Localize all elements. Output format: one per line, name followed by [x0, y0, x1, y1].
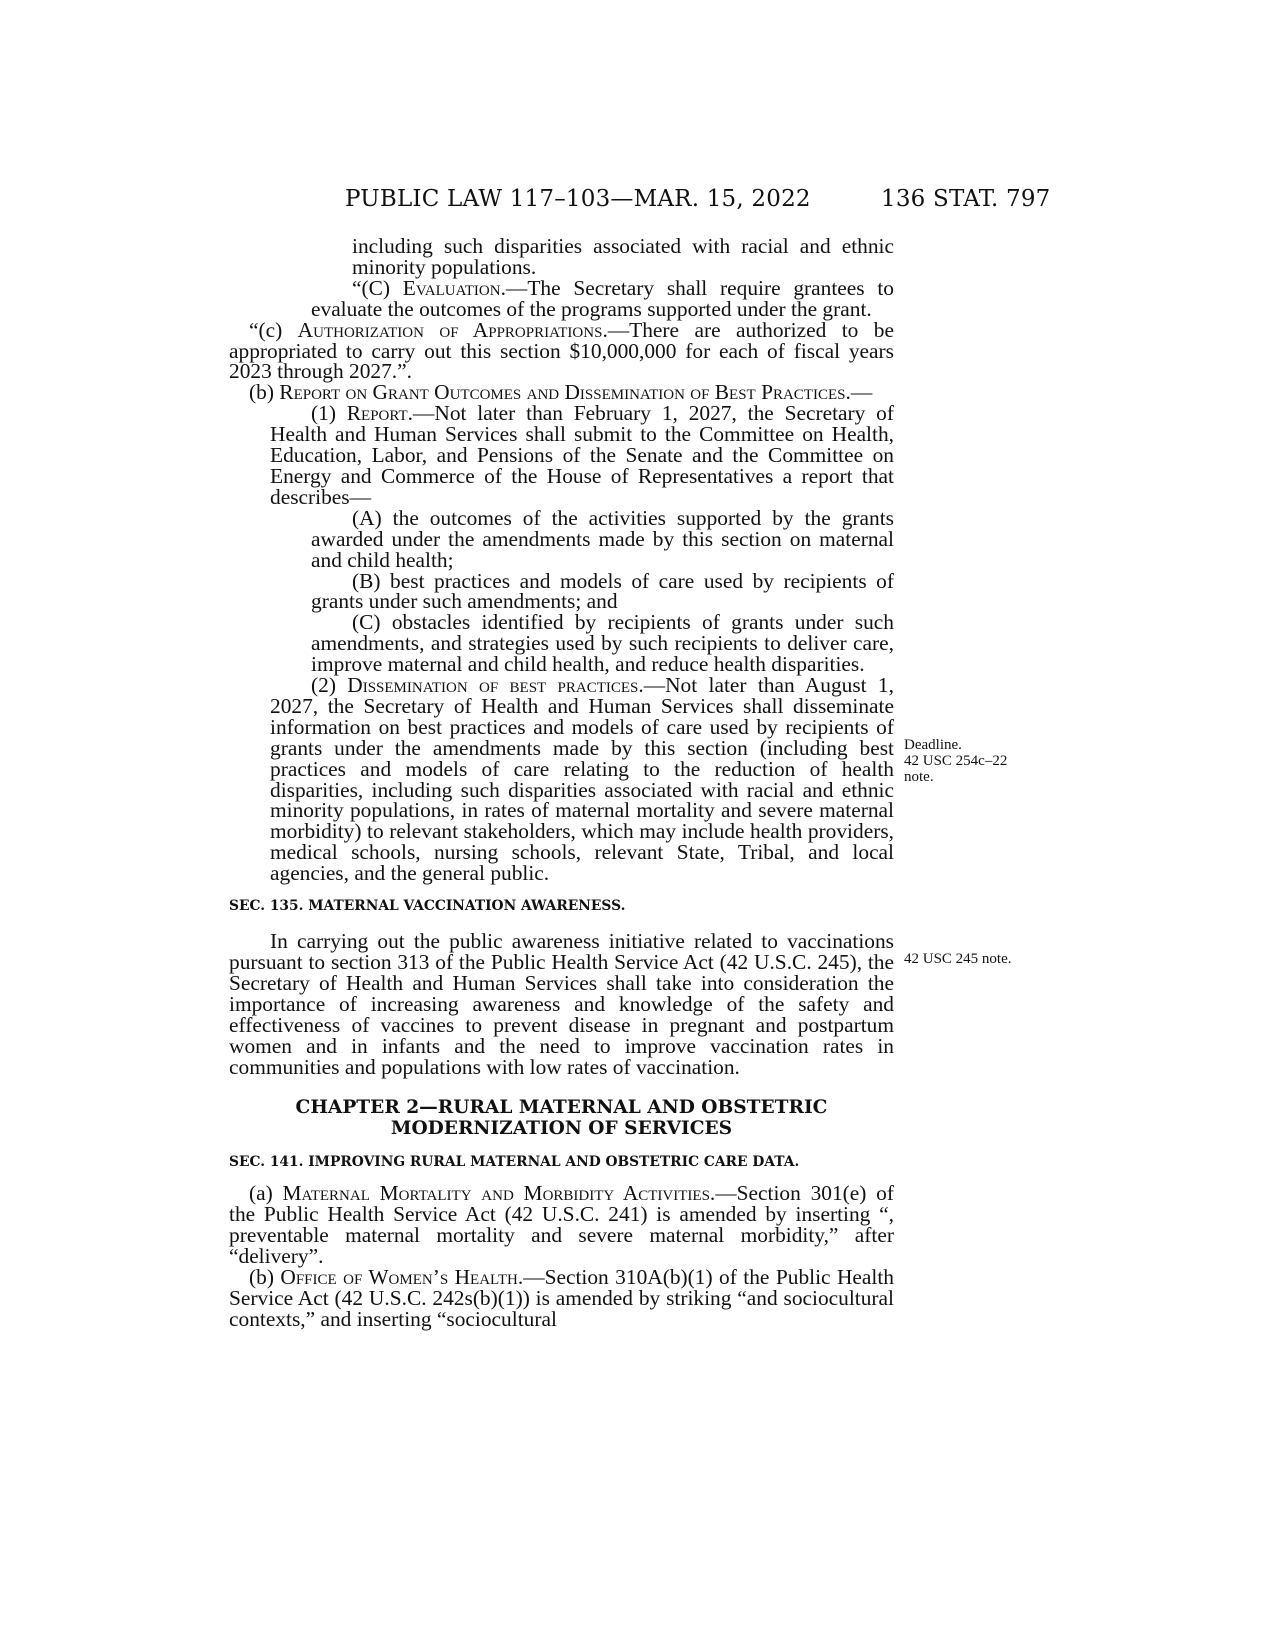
- paragraph-heading: Office of Women’s Health: [280, 1265, 518, 1290]
- paragraph: [270, 675, 894, 884]
- paragraph: (A) the outcomes of the activities supported by the grants awarded under the amendments made by this section on maternal and child health;: [311, 505, 894, 572]
- page-number: 136 STAT. 797: [881, 186, 1051, 212]
- paragraph: [270, 403, 894, 508]
- paragraph-text: .—Not later than February 1, 2027, the Secretary of Health and Human Services shall submit to the Committee on Health, Education, Labor, and Pensions of the Senate and the Committee on Energy and Commerce of the House of Representatives a report that describes—: [270, 401, 895, 509]
- paragraph-heading: Evaluation: [402, 275, 501, 300]
- paragraph-heading: Dissemination of best practices: [347, 673, 639, 698]
- running-header: PUBLIC LAW 117–103—MAR. 15, 2022: [345, 186, 811, 212]
- paragraph-text: .—: [845, 380, 873, 405]
- paragraph: [229, 1183, 894, 1267]
- margin-note-deadline: Deadline. 42 USC 254c–22 note.: [904, 737, 1008, 785]
- paragraph-heading: Maternal Mortality and Morbidity Activities: [282, 1181, 710, 1206]
- chapter-title: [229, 1097, 894, 1139]
- paragraph: including such disparities associated with racial and ethnic minority populations.: [352, 234, 894, 279]
- chapter-title-line: MODERNIZATION OF SERVICES: [390, 1118, 733, 1140]
- paragraph-text: .—Not later than August 1, 2027, the Secretary of Health and Human Services shall disseminate information on best practices and models of care used by recipients of grants under the amendments made by this section (including best practices and models of care relating to the reduction of health disparities, including such disparities associated with racial and ethnic minority populations, in rates of maternal mortality and severe maternal morbidity) to relevant stakeholders, which may include health providers, medical schools, nursing schools, relevant State, Tribal, and local agencies, and the general public.: [270, 673, 894, 886]
- paragraph-label: (a): [249, 1181, 283, 1206]
- paragraph: [311, 275, 894, 321]
- paragraph-text: .—Section 310A(b)(1) of the Public Health Service Act (42 U.S.C. 242s(b)(1)) is amended by striking “and sociocultural contexts,” and inserting “sociocultural: [229, 1265, 894, 1331]
- paragraph-label: “(c): [249, 317, 298, 342]
- paragraph-text: .—Section 301(e) of the Public Health Service Act (42 U.S.C. 241) is amended by inserting “, preventable maternal mortality and severe maternal morbidity,” after “delivery”.: [229, 1181, 894, 1269]
- paragraph-label: “(C): [352, 275, 403, 300]
- paragraph: (B) best practices and models of care used by recipients of grants under such amendments; and: [311, 568, 894, 614]
- paragraph: [229, 382, 894, 403]
- margin-note-sec135: 42 USC 245 note.: [904, 951, 1012, 967]
- paragraph-label: (b): [249, 380, 280, 405]
- paragraph-heading: Report on Grant Outcomes and Dissemination of Best Practices: [279, 380, 846, 405]
- paragraph-label: (b): [249, 1265, 281, 1290]
- chapter-title-line: CHAPTER 2—RURAL MATERNAL AND OBSTETRIC: [295, 1097, 828, 1119]
- section-title: SEC. 141. IMPROVING RURAL MATERNAL AND OBSTETRIC CARE DATA.: [229, 1154, 800, 1171]
- paragraph-text: .—There are authorized to be appropriated to carry out this section $10,000,000 for each of fiscal years 2023 through 2027.”.: [229, 317, 894, 384]
- paragraph: [229, 1267, 894, 1330]
- section-title: SEC. 135. MATERNAL VACCINATION AWARENESS.: [229, 898, 626, 915]
- paragraph-text: .—The Secretary shall require grantees to evaluate the outcomes of the programs supported under the grant.: [311, 275, 894, 321]
- paragraph-heading: Report: [346, 401, 408, 426]
- paragraph-label: (1): [311, 401, 347, 426]
- paragraph: (C) obstacles identified by recipients of grants under such amendments, and strategies used by such recipients to deliver care, improve maternal and child health, and reduce health disparities.: [311, 610, 894, 677]
- legal-text-column: [229, 236, 894, 1330]
- paragraph-heading: Authorization of Appropriations: [297, 317, 603, 342]
- paragraph-label: (2): [311, 673, 348, 698]
- paragraph: [229, 317, 894, 384]
- paragraph: In carrying out the public awareness initiative related to vaccinations pursuant to section 313 of the Public Health Service Act (42 U.S.C. 245), the Secretary of Health and Human Services shall take into consideration the importance of increasing awareness and knowledge of the safety and effectiveness of vaccines to prevent disease in pregnant and postpartum women and in infants and the need to improve vaccination rates in communities and populations with low rates of vaccination.: [229, 929, 894, 1079]
